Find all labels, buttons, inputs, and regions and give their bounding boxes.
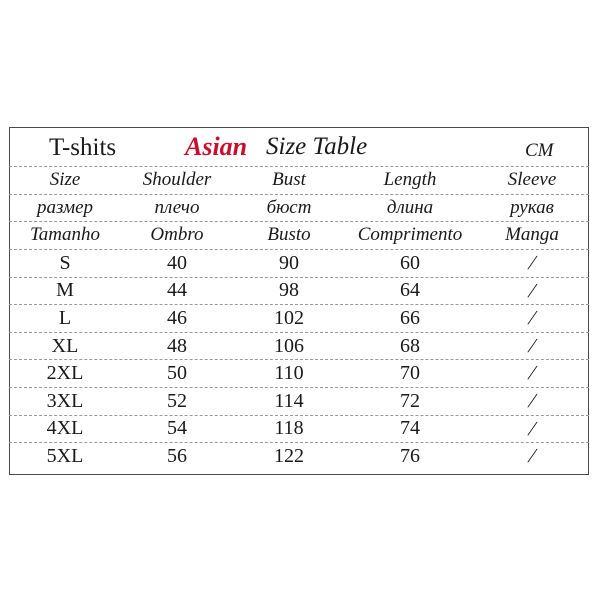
header-cell: Busto <box>267 224 311 246</box>
data-grid <box>9 249 589 470</box>
size-cell: M <box>56 279 74 302</box>
unit-label: CM <box>525 140 554 161</box>
header-cell: размер <box>37 196 93 218</box>
header-cell: бюст <box>266 196 312 218</box>
length-cell: 60 <box>400 251 420 274</box>
shoulder-cell: 48 <box>167 334 187 357</box>
table-row <box>9 304 589 332</box>
sleeve-cell: / <box>527 389 537 412</box>
size-cell: 3XL <box>46 389 84 412</box>
header-row-russian <box>9 194 589 222</box>
table-row <box>9 332 589 360</box>
header-cell: Tamanho <box>29 224 101 246</box>
bust-cell: 118 <box>274 417 304 440</box>
header-cell: Length <box>383 169 437 191</box>
bust-cell: 110 <box>274 362 304 385</box>
size-cell: 5XL <box>46 444 84 467</box>
length-cell: 64 <box>400 279 420 302</box>
header-cell: длина <box>386 196 434 218</box>
table-row <box>9 415 589 443</box>
header-cell: плечо <box>154 196 200 218</box>
shoulder-cell: 54 <box>167 417 187 440</box>
table-row <box>9 249 589 277</box>
length-cell: 68 <box>400 334 420 357</box>
bust-cell: 98 <box>279 279 299 302</box>
size-cell: XL <box>51 334 79 357</box>
product-name: T-shits <box>49 134 117 161</box>
header-cell: Size <box>49 169 81 191</box>
header-grid <box>9 166 589 249</box>
length-cell: 72 <box>400 389 420 412</box>
header-cell: Bust <box>272 169 306 191</box>
sleeve-cell: / <box>527 279 537 302</box>
sleeve-cell: / <box>527 417 537 440</box>
header-cell: Shoulder <box>142 169 212 191</box>
bust-cell: 122 <box>274 444 304 467</box>
table-row <box>9 277 589 305</box>
bust-cell: 106 <box>274 334 304 357</box>
size-table-label: Size Table <box>266 133 368 160</box>
sleeve-cell: / <box>527 251 537 274</box>
header-row-english <box>9 166 589 194</box>
sleeve-cell: / <box>527 444 537 467</box>
shoulder-cell: 52 <box>167 389 187 412</box>
length-cell: 76 <box>400 444 420 467</box>
size-cell: S <box>59 251 71 274</box>
bust-cell: 114 <box>274 389 304 412</box>
bust-cell: 90 <box>279 251 299 274</box>
size-cell: 2XL <box>46 362 84 385</box>
header-cell: Comprimento <box>357 224 463 246</box>
length-cell: 66 <box>400 306 420 329</box>
length-cell: 74 <box>400 417 420 440</box>
shoulder-cell: 44 <box>167 279 187 302</box>
header-cell: Manga <box>505 224 559 246</box>
header-cell: Sleeve <box>507 169 557 191</box>
shoulder-cell: 50 <box>167 362 187 385</box>
table-row <box>9 387 589 415</box>
shoulder-cell: 40 <box>167 251 187 274</box>
shoulder-cell: 46 <box>167 306 187 329</box>
shoulder-cell: 56 <box>167 444 187 467</box>
sleeve-cell: / <box>527 334 537 357</box>
size-cell: L <box>58 306 72 329</box>
sleeve-cell: / <box>527 362 537 385</box>
sleeve-cell: / <box>527 306 537 329</box>
table-row <box>9 442 589 470</box>
header-cell: рукав <box>510 196 554 218</box>
table-title <box>9 128 589 166</box>
table-row <box>9 359 589 387</box>
length-cell: 70 <box>400 362 420 385</box>
header-cell: Ombro <box>150 224 204 246</box>
size-cell: 4XL <box>46 417 84 440</box>
asian-label: Asian <box>185 132 248 161</box>
header-row-portuguese <box>9 221 589 249</box>
bust-cell: 102 <box>274 306 304 329</box>
